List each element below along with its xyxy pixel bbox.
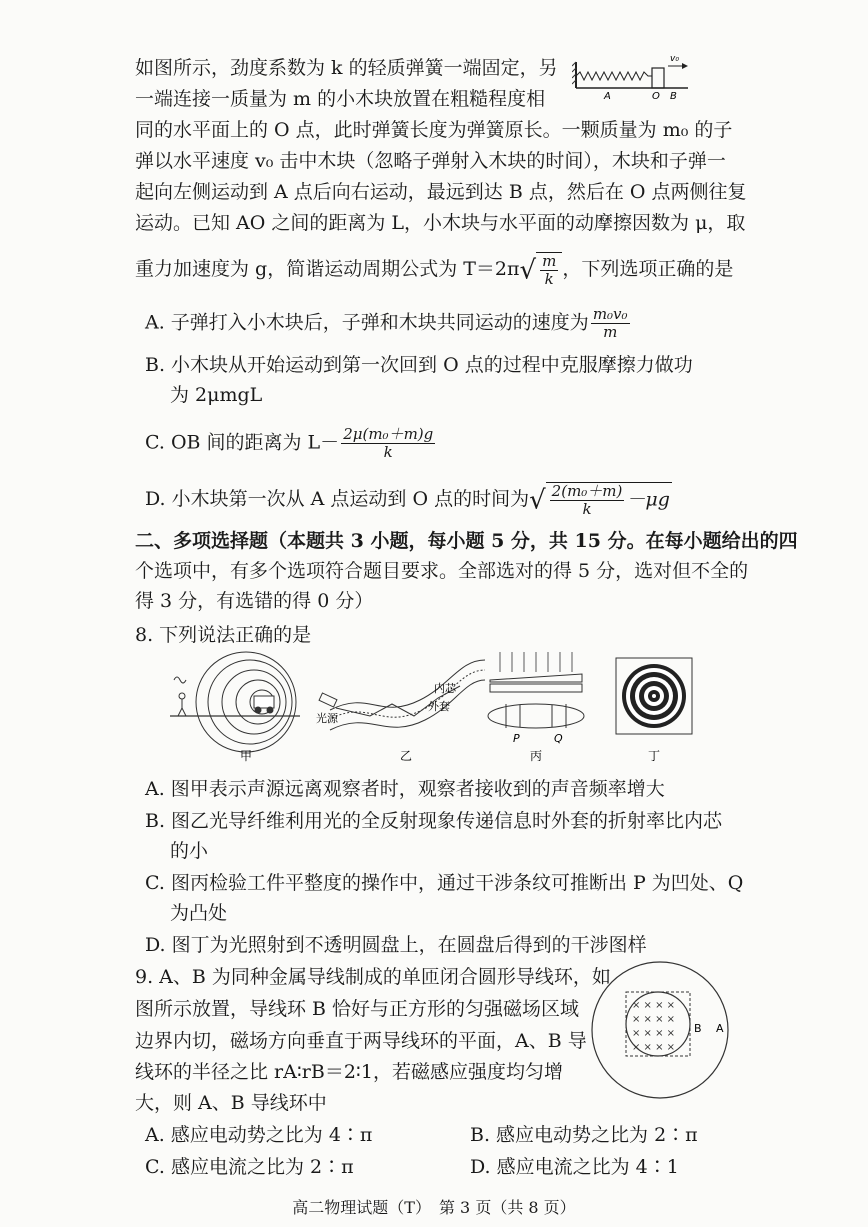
section-2-line-2: 个选项中，有多个选项符合题目要求。全部选对的得 5 分，选对但不全的	[135, 560, 749, 582]
q7-option-d-text: D. 小木块第一次从 A 点运动到 O 点的时间为	[145, 488, 530, 510]
q7-option-c	[145, 426, 437, 461]
page-footer: 高二物理试题（T） 第 3 页（共 8 页）	[292, 1198, 576, 1217]
q9-option-c: C. 感应电流之比为 2∶π	[145, 1156, 354, 1178]
q7-line-6: 运动。已知 AO 之间的距离为 L，小木块与水平面的动摩擦因数为 μ，取	[135, 212, 746, 234]
q8-figures	[170, 650, 710, 770]
section-2-line-3: 得 3 分，有选错的得 0 分）	[135, 590, 374, 612]
svg-text:× × × ×: × × × ×	[632, 1042, 676, 1053]
label-o: O	[652, 91, 660, 102]
doppler-figure	[170, 652, 300, 752]
q7-option-c-text: C. OB 间的距离为 L－	[145, 431, 340, 454]
q9-option-d: D. 感应电流之比为 4∶1	[470, 1156, 679, 1178]
label-ding: 丁	[648, 749, 661, 763]
label-yi: 乙	[400, 749, 413, 763]
q7-option-a-den: m	[603, 323, 618, 341]
q9-line-5: 大，则 A、B 导线环中	[135, 1092, 327, 1114]
label-guangyuan: 光源	[316, 712, 338, 725]
label-a: A	[716, 1022, 724, 1035]
q7-option-d-num: 2(m₀＋m)	[551, 482, 623, 500]
label-p: P	[513, 732, 520, 745]
q7-line-7-end: ，下列选项正确的是	[562, 258, 734, 280]
q9-line-4: 线环的半径之比 rA∶rB＝2∶1，若磁感应强度均匀增	[135, 1061, 563, 1083]
q7-option-a	[145, 306, 632, 341]
q7-option-b-line-2: 为 2μmgL	[170, 384, 263, 406]
q7-option-a-text: A. 子弹打入小木块后，子弹和木块共同运动的速度为	[145, 311, 589, 334]
svg-text:× × × ×: × × × ×	[632, 1028, 676, 1039]
q9-line-3: 边界内切，磁场方向垂直于两导线环的平面，A、B 导	[135, 1030, 587, 1052]
period-formula: √ $\frac{m}{k}$	[520, 252, 563, 288]
q9-line-1: 9. A、B 为同种金属导线制成的单匝闭合圆形导线环，如	[135, 966, 611, 988]
label-b: B	[670, 91, 677, 102]
q7-line-7	[135, 252, 733, 288]
q7-option-c-num: 2μ(m₀＋m)g	[343, 425, 434, 443]
q7-option-d-den: k	[582, 500, 592, 518]
block-icon	[652, 68, 664, 88]
q7-option-b-line-1: B. 小木块从开始运动到第一次回到 O 点的过程中克服摩擦力做功	[145, 354, 693, 376]
spring-block-figure	[572, 52, 692, 102]
q7-line-4: 弹以水平速度 v₀ 击中木块（忽略子弹射入木块的时间），木块和子弹一	[135, 150, 726, 172]
period-den: k	[544, 270, 554, 288]
q8-option-b-line-2: 的小	[170, 840, 209, 862]
q7-line-2: 一端连接一质量为 m 的小木块放置在粗糙程度相	[135, 88, 546, 110]
period-num: m	[542, 252, 557, 270]
q7-option-d: D. 小木块第一次从 A 点运动到 O 点的时间为√ $\frac{\text{2(m₀＋m)}}{k}$ －μg	[145, 482, 670, 518]
q7-line-5: 起向左侧运动到 A 点后向右运动，最远到达 B 点，然后在 O 点两侧往复	[135, 181, 747, 203]
label-jia: 甲	[240, 749, 253, 763]
section-2-line-1: 二、多项选择题（本题共 3 小题，每小题 5 分，共 15 分。在每小题给出的四	[135, 530, 798, 552]
q7-option-a-num: m₀v₀	[592, 305, 628, 323]
q8-option-c-line-1: C. 图丙检验工件平整度的操作中，通过干涉条纹可推断出 P 为凹处、Q	[145, 872, 744, 894]
q8-stem: 8. 下列说法正确的是	[135, 624, 312, 646]
observer-icon	[179, 693, 185, 699]
flatness-figure	[488, 652, 584, 728]
label-neixin: 内芯	[434, 682, 456, 695]
q9-option-a: A. 感应电动势之比为 4∶π	[145, 1124, 373, 1146]
label-b: B	[694, 1022, 702, 1035]
q7-line-3: 同的水平面上的 O 点，此时弹簧长度为弹簧原长。一颗质量为 m₀ 的子	[135, 119, 733, 141]
spring-icon	[576, 72, 652, 80]
q8-option-c-line-2: 为凸处	[170, 902, 228, 924]
q7-option-d-tail: －μg	[626, 488, 670, 511]
label-v0: v₀	[670, 54, 679, 64]
rings-figure	[616, 658, 692, 734]
q7-line-7-start: 重力加速度为 g，简谐运动周期公式为 T＝2π	[135, 258, 520, 280]
svg-text:× × × ×: × × × ×	[632, 1000, 676, 1011]
label-a: A	[604, 91, 611, 102]
q7-line-1: 如图所示，劲度系数为 k 的轻质弹簧一端固定，另	[135, 57, 558, 79]
magnetic-field-figure	[588, 958, 738, 1108]
label-bing: 丙	[530, 749, 543, 763]
q8-option-d: D. 图丁为光照射到不透明圆盘上，在圆盘后得到的干涉图样	[145, 934, 647, 956]
q9-line-2: 图所示放置，导线环 B 恰好与正方形的匀强磁场区域	[135, 998, 580, 1020]
q9-option-b: B. 感应电动势之比为 2∶π	[470, 1124, 698, 1146]
svg-text:× × × ×: × × × ×	[632, 1014, 676, 1025]
q8-option-a: A. 图甲表示声源远离观察者时，观察者接收到的声音频率增大	[145, 778, 665, 800]
label-waitao: 外套	[428, 700, 450, 713]
fiber-figure	[319, 660, 485, 730]
q8-option-b-line-1: B. 图乙光导纤维利用光的全反射现象传递信息时外套的折射率比内芯	[145, 810, 723, 832]
label-q: Q	[554, 732, 563, 745]
q7-option-c-den: k	[383, 443, 393, 461]
